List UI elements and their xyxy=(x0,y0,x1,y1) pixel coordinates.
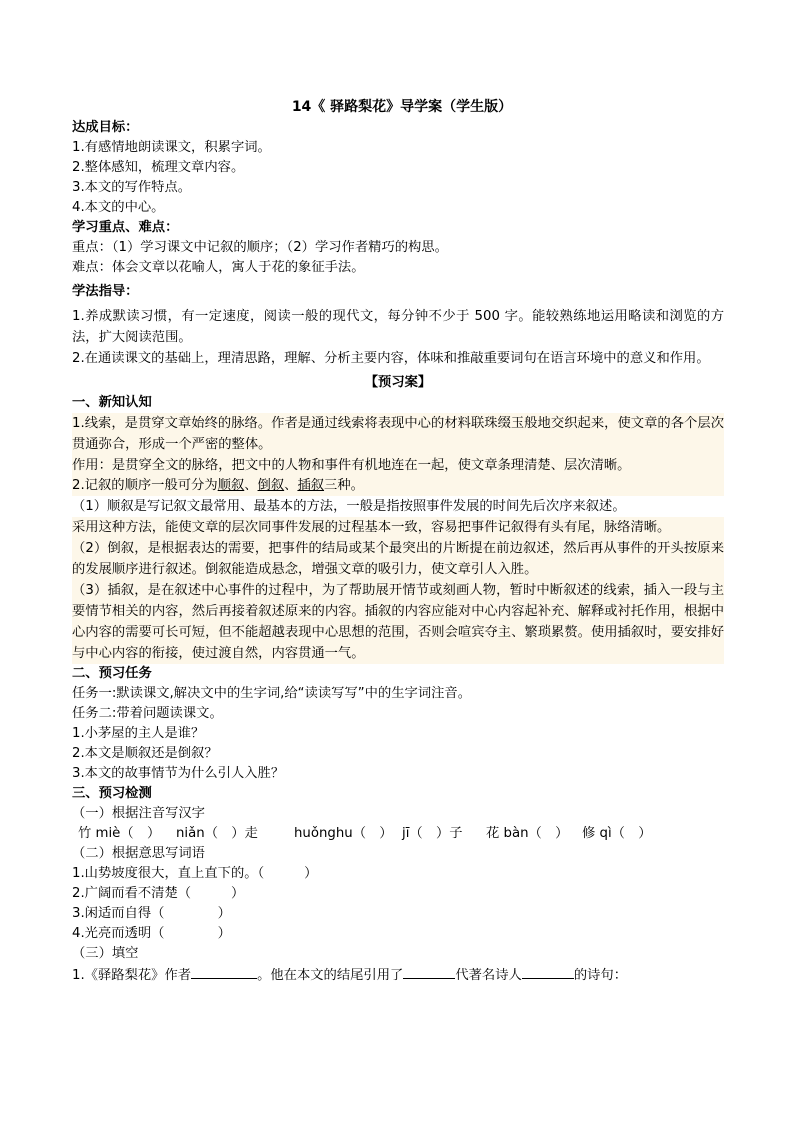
section-heading-3: 三、预习检测 xyxy=(72,786,152,801)
pinyin-item: niǎn（ ）走 xyxy=(176,826,258,841)
page-title: 14《 驿路梨花》导学案（学生版） xyxy=(291,99,513,115)
separator: 、 xyxy=(244,478,258,493)
check-part-3: （三）填空 xyxy=(72,946,139,961)
check-part-1: （一）根据注音写汉字 xyxy=(72,806,205,821)
method-paragraph-1: 1.养成默读习惯，有一定速度，阅读一般的现代文，每分钟不少于 500 字。能较熟练地运用略读和浏览的方法，扩大阅读范围。 xyxy=(72,309,724,345)
method-heading: 学法指导： xyxy=(72,284,139,299)
order-type-chronological: 顺叙 xyxy=(217,478,245,493)
order-type-interpolation: 插叙 xyxy=(297,478,325,493)
method-paragraph-2: 2.在通读课文的基础上，理清思路，理解、分析主要内容，体味和推敲重要词句在语言环境中的意义和作用。 xyxy=(72,351,710,366)
task-2: 任务二:带着问题读课文。 xyxy=(72,706,223,721)
pinyin-item: 修 qì（ ） xyxy=(582,826,652,841)
check-part-2: （二）根据意思写词语 xyxy=(72,846,205,861)
goal-item: 1.有感情地朗读课文，积累字词。 xyxy=(72,140,271,155)
goal-item: 4.本文的中心。 xyxy=(72,200,165,215)
clue-paragraph: 1.线索，是贯穿文章始终的脉络。作者是通过线索将表现中心的材料联珠缀玉般地交织起来，使文章的各个层次贯通弥合，形成一个严密的整体。 xyxy=(72,413,724,455)
blank-author[interactable] xyxy=(191,964,257,979)
section-heading-2: 二、预习任务 xyxy=(72,666,152,681)
goals-heading: 达成目标： xyxy=(72,120,139,135)
blank-dynasty[interactable] xyxy=(403,964,455,979)
goal-item: 3.本文的写作特点。 xyxy=(72,180,192,195)
meaning-3: 3.闲适而自得（ ） xyxy=(72,906,231,921)
fill-text: 。他在本文的结尾引用了 xyxy=(257,968,404,983)
question-2: 2.本文是顺叙还是倒叙？ xyxy=(72,746,218,761)
key-difficulty: 难点：体会文章以花喻人，寓人于花的象征手法。 xyxy=(72,260,365,275)
pinyin-item: jī（ ）子 xyxy=(402,826,463,841)
clue-function: 作用：是贯穿全文的脉络，把文中的人物和事件有机地连在一起，使文章条理清楚、层次清晰。 xyxy=(72,455,724,476)
task-1: 任务一:默读课文,解决文中的生字词,给“读读写写”中的生字词注音。 xyxy=(72,686,472,701)
separator: 、 xyxy=(284,478,298,493)
fill-text: 1.《驿路梨花》作者 xyxy=(72,968,192,983)
blank-poet[interactable] xyxy=(522,964,574,979)
pinyin-item: 竹 miè（ ） xyxy=(78,826,161,841)
fill-blank-1 xyxy=(72,964,724,986)
section-heading-1: 一、新知认知 xyxy=(72,395,152,410)
pinyin-item: 花 bàn（ ） xyxy=(486,826,569,841)
order-types xyxy=(72,476,724,496)
fill-text: 代著名诗人 xyxy=(455,968,522,983)
question-1: 1.小茅屋的主人是谁？ xyxy=(72,726,205,741)
order-types-intro: 2.记叙的顺序一般可分为 xyxy=(72,478,218,493)
meaning-4: 4.光亮而透明（ ） xyxy=(72,926,231,941)
chronological-desc: （1）顺叙是写记叙文最常用、最基本的方法，一般是指按照事件发展的时间先后次序来叙述。 xyxy=(72,499,626,514)
key-heading: 学习重点、难点： xyxy=(72,220,179,235)
document-page xyxy=(72,96,724,986)
preview-heading: 【预习案】 xyxy=(364,375,432,390)
meaning-1: 1.山势坡度很大，直上直下的。（ ） xyxy=(72,866,318,881)
chronological-effect: 采用这种方法，能使文章的层次同事件发展的过程基本一致，容易把事件记叙得有头有尾，脉络清晰。 xyxy=(72,517,724,538)
key-focus: 重点：（1）学习课文中记叙的顺序；（2）学习作者精巧的构思。 xyxy=(72,240,448,255)
goal-item: 2.整体感知，梳理文章内容。 xyxy=(72,160,245,175)
order-type-flashback: 倒叙 xyxy=(257,478,285,493)
interpolation-desc: （3）插叙，是在叙述中心事件的过程中，为了帮助展开情节或刻画人物，暂时中断叙述的线索，插入一段与主要情节相关的内容，然后再接着叙述原来的内容。插叙的内容应能对中心内容起补充、解释或衬托作用，根据中心内容的需要可长可短，但不能超越表现中心思想的范围，否则会喧宾夺主、繁琐累赘。使用插叙时，要安排好与中心内容的衔接，使过渡自然，内容贯通一气。 xyxy=(72,580,724,664)
meaning-2: 2.广阔而看不清楚（ ） xyxy=(72,886,245,901)
fill-text: 的诗句： xyxy=(573,968,627,983)
pinyin-item: huǒnghu（ ） xyxy=(294,826,393,841)
order-types-end: 三种。 xyxy=(324,478,364,493)
pinyin-row xyxy=(72,824,724,844)
flashback-desc: （2）倒叙，是根据表达的需要，把事件的结局或某个最突出的片断提在前边叙述，然后再从事件的开头按原来的发展顺序进行叙述。倒叙能造成悬念，增强文章的吸引力，使文章引人入胜。 xyxy=(72,538,724,580)
question-3: 3.本文的故事情节为什么引人入胜？ xyxy=(72,766,285,781)
